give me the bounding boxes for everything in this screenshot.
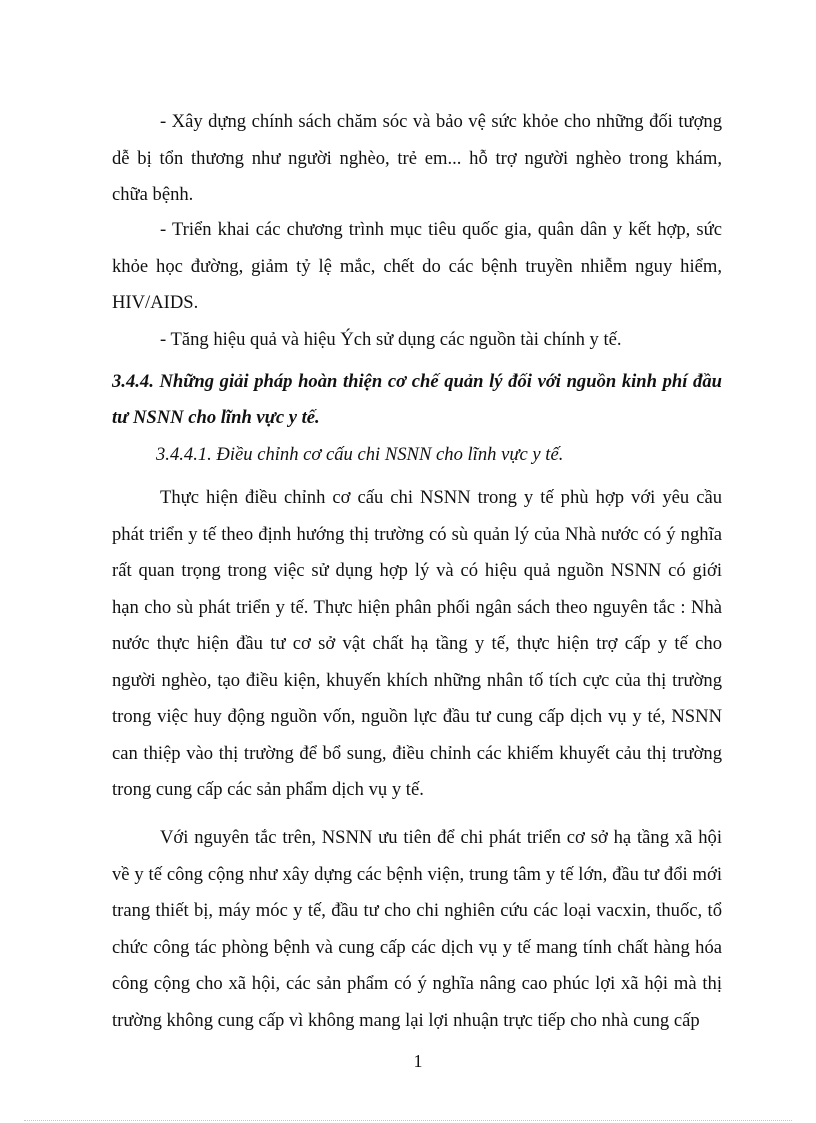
bullet-paragraph-3 — [112, 322, 722, 359]
text-line: rất quan trọng trong việc sử dụng hợp lý và có hiệu quả nguồn NSNN có giới — [112, 560, 722, 581]
text-line: dễ bị tổn thương như người nghèo, trẻ em... hỗ trợ người nghèo trong khám, — [112, 147, 722, 169]
heading-line: 3.4.4. Những giải pháp hoàn thiện cơ chế quản lý đối với nguồn kinh phí đầu — [112, 371, 722, 392]
text-line: phát triển y tế theo định hướng thị trường có sù quản lý của Nhà nước có ý nghĩa — [112, 523, 722, 545]
text-line: trong việc huy động nguồn vốn, nguồn lực đầu tư cung cấp dịch vụ y té, NSNN — [112, 706, 722, 727]
text-line: trong cung cấp các sản phẩm dịch vụ y tế. — [112, 779, 424, 800]
text-line: can thiệp vào thị trường để bổ sung, điều chỉnh các khiếm khuyết cảu thị trường — [112, 742, 722, 764]
bullet-paragraph-2 — [112, 212, 722, 322]
text-line: khỏe học đường, giảm tỷ lệ mắc, chết do các bệnh truyền nhiễm nguy hiểm, — [112, 255, 722, 277]
body-paragraph-1 — [112, 480, 722, 809]
text-line: chữa bệnh. — [112, 184, 194, 205]
text-line: - Xây dựng chính sách chăm sóc và bảo vệ sức khỏe cho những đối tượng — [160, 111, 722, 132]
text-line: Thực hiện điều chỉnh cơ cấu chi NSNN trong y tế phù hợp với yêu cầu — [160, 487, 722, 508]
text-line: chức công tác phòng bệnh và cung cấp các dịch vụ y tế mang tính chất hàng hóa — [112, 936, 722, 958]
text-line: nước thực hiện đầu tư cơ sở vật chất hạ tầng y tế, thực hiện trợ cấp y tế cho — [112, 633, 722, 654]
text-line: - Triển khai các chương trình mục tiêu quốc gia, quân dân y kết hợp, sức — [160, 219, 722, 240]
section-heading — [112, 364, 722, 436]
text-line: Với nguyên tắc trên, NSNN ưu tiên để chi phát triển cơ sở hạ tầng xã hội — [160, 827, 722, 848]
text-line: công cộng cho xã hội, các sản phẩm có ý nghĩa nâng cao phúc lợi xã hội mà thị — [112, 973, 722, 994]
text-line: trường không cung cấp vì không mang lại lợi nhuận trực tiếp cho nhà cung cấp — [112, 1009, 700, 1031]
text-line: người nghèo, tạo điều kiện, khuyến khích những nhân tố tích cực của thị trường — [112, 669, 722, 691]
bullet-paragraph-1 — [112, 104, 722, 214]
text-line: hạn cho sù phát triển y tế. Thực hiện phân phối ngân sách theo nguyên tắc : Nhà — [112, 596, 722, 618]
page-number: 1 — [413, 1051, 423, 1071]
heading-line: tư NSNN cho lĩnh vực y tế. — [112, 407, 320, 428]
text-line: trang thiết bị, máy móc y tế, đầu tư cho chi nghiên cứu các loại vacxin, thuốc, tổ — [112, 900, 722, 921]
body-paragraph-2 — [112, 820, 722, 1039]
footer-divider — [24, 1120, 792, 1121]
text-line: - Tăng hiệu quả và hiệu Ých sử dụng các nguồn tài chính y tế. — [160, 329, 622, 350]
text-line: HIV/AIDS. — [112, 292, 199, 313]
text-line: về y tế công cộng như xây dựng các bệnh viện, trung tâm y tế lớn, đầu tư đổi mới — [112, 863, 722, 885]
subsection-heading: 3.4.4.1. Điều chỉnh cơ cấu chi NSNN cho lĩnh vực y tế. — [156, 444, 564, 465]
